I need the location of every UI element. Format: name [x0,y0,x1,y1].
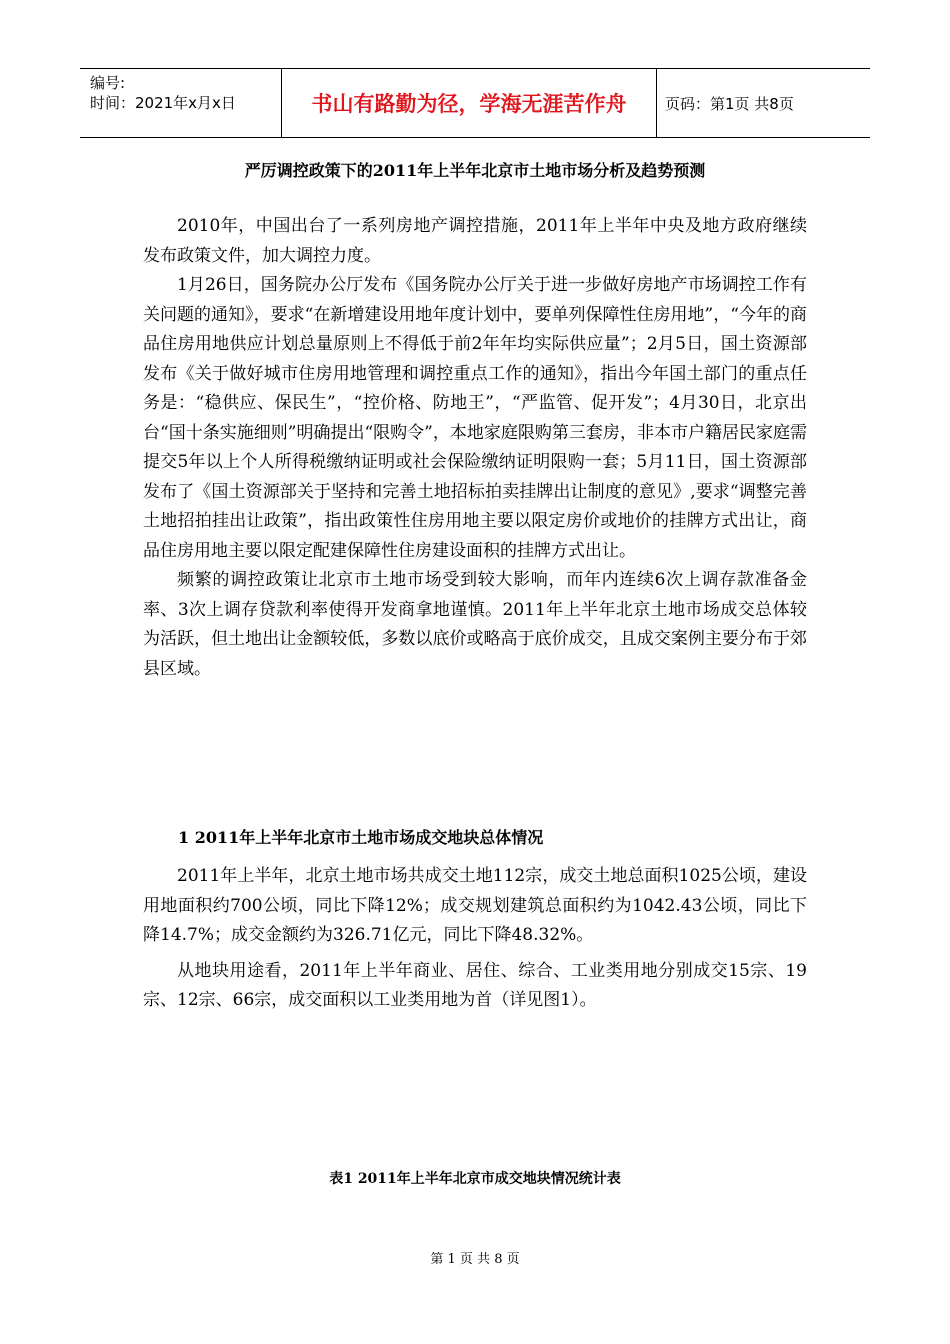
header-motto: 书山有路勤为径，学海无涯苦作舟 [282,69,657,137]
paragraph: 从地块用途看，2011年上半年商业、居住、综合、工业类用地分别成交15宗、19宗、12宗、66宗，成交面积以工业类用地为首（详见图1）。 [143,960,807,1010]
time-label: 时间：2021年x月x日 [90,94,236,112]
table-caption: 表1 2011年上半年北京市成交地块情况统计表 [329,1171,621,1187]
code-label: 编号: [90,74,126,92]
paragraph: 2010年，中国出台了一系列房地产调控措施，2011年上半年中央及地方政府继续发布政策文件，加大调控力度。 [143,216,807,266]
intro-section [143,212,807,684]
paragraph: 频繁的调控政策让北京市土地市场受到较大影响，而年内连续6次上调存款准备金率、3次上调存贷款利率使得开发商拿地谨慎。2011年上半年北京土地市场成交总体较为活跃，但土地出让金额较低，多数以底价或略高于底价成交，且成交案例主要分布于郊县区域。 [143,570,807,679]
page-header [80,68,870,138]
paragraph: 2011年上半年，北京土地市场共成交土地112宗，成交土地总面积1025公顷，建设用地面积约700公顷，同比下降12%；成交规划建筑总面积约为1042.43公顷，同比下降14.7%；成交金额约为326.71亿元，同比下降48.32%。 [143,866,807,945]
page-footer: 第 1 页 共 8 页 [430,1252,520,1267]
header-meta-cell [80,69,282,137]
document-title: 严厉调控政策下的2011年上半年北京市土地市场分析及趋势预测 [244,161,706,180]
section1-body [143,862,807,1016]
paragraph: 1月26日，国务院办公厅发布《国务院办公厅关于进一步做好房地产市场调控工作有关问题的通知》，要求“在新增建设用地年度计划中，要单列保障性住房用地”，“今年的商品住房用地供应计划总量原则上不得低于前2年年均实际供应量”；2月5日，国土资源部发布《关于做好城市住房用地管理和调控重点工作的通知》，指出今年国土部门的重点任务是：“稳供应、保民生”，“控价格、防地王”，“严监管、促开发”；4月30日，北京出台“国十条实施细则”明确提出“限购令”，本地家庭限购第三套房，非本市户籍居民家庭需提交5年以上个人所得税缴纳证明或社会保险缴纳证明限购一套；5月11日，国土资源部发布了《国土资源部关于坚持和完善土地招标拍卖挂牌出让制度的意见》,要求“调整完善土地招拍挂出让政策”，指出政策性住房用地主要以限定房价或地价的挂牌方式出让，商品住房用地主要以限定配建保障性住房建设面积的挂牌方式出让。 [143,275,807,561]
header-page-info: 页码：第1页 共8页 [665,94,794,113]
section-heading: 1 2011年上半年北京市土地市场成交地块总体情况 [178,828,544,847]
